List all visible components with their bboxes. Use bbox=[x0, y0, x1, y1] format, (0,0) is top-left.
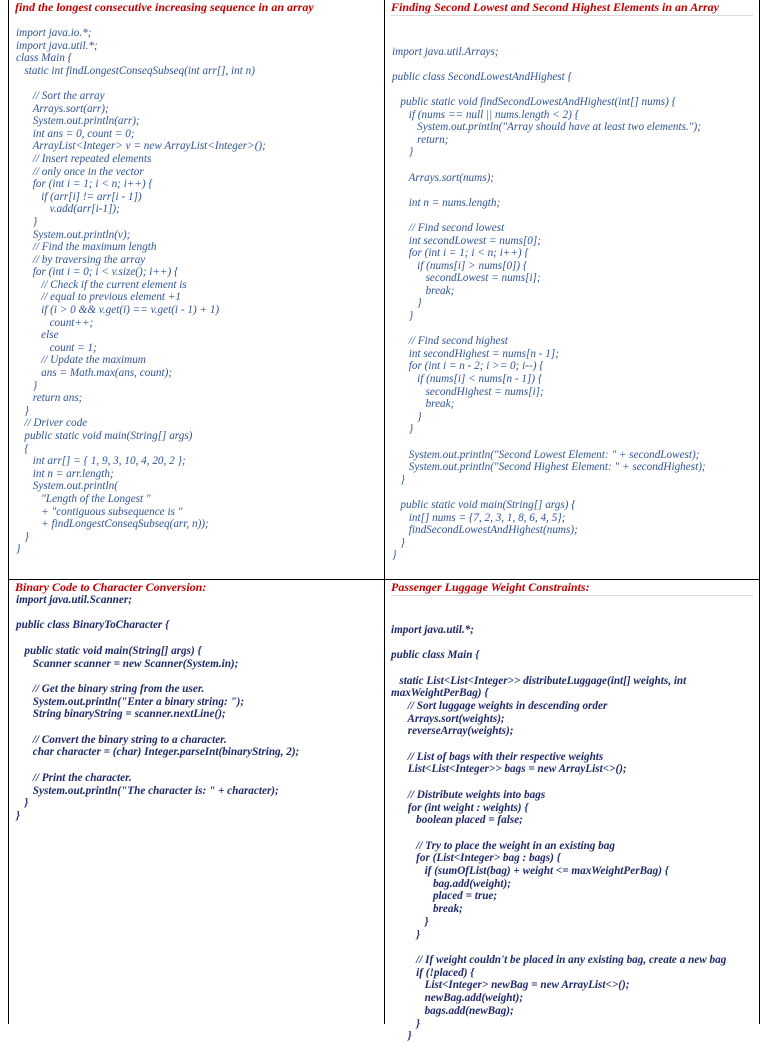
panel-title: Passenger Luggage Weight Constraints: bbox=[391, 581, 753, 596]
code-block: import java.util.Arrays; public class SecondLowestAndHighest { public static void findSecondLowestAndHighest(int[] nums) { if (nums == null || nums.length < 2) { System.out.println("Array should have at least two elements."); return; } Arrays.sort(nums); int n = nums.length; // Find second lowest int secondLowest = nums[0]; for (int i = 1; i < n; i++) { if (nums[i] > nums[0]) { secondLowest = nums[i]; break; } } // Find second highest int secondHighest = nums[n - 1]; for (int i = n - 2; i >= 0; i--) { if (nums[i] < nums[n - 1]) { secondHighest = nums[i]; break; } } System.out.println("Second Lowest Element: " + secondLowest); System.out.println("Second Highest Element: " + secondHighest); } public static void main(String[] args) { int[] nums = {7, 2, 3, 1, 8, 6, 4, 5}; findSecondLowestAndHighest(nums); } } bbox=[392, 45, 706, 562]
code-block: import java.util.*; public class Main { static List<List<Integer>> distributeLuggage(int[] weights, int maxWeightPerBag) { // Sort luggage weights in descending order Arrays.sort(weights); reverseArray(weights); // List of bags with their respective weights List<List<Integer>> bags = new ArrayList<>(); // Distribute weights into bags for (int weight : weights) { boolean placed = false; // Try to place the weight in an existing bag for (List<Integer> bag : bags) { if (sumOfList(bag) + weight <= maxWeightPerBag) { bag.add(weight); placed = true; break; } } // If weight couldn't be placed in any existing bag, create a new bag if (!placed) { List<Integer> newBag = new ArrayList<>(); newBag.add(weight); bags.add(newBag); } } bbox=[391, 623, 727, 1043]
code-block: import java.io.*; import java.util.*; class Main { static int findLongestConseqSubseq(int arr[], int n) // Sort the array Arrays.sort(arr); System.out.println(arr); int ans = 0, count = 0; ArrayList<Integer> v = new ArrayList<Integer>(); // Insert repeated elements // only once in the vector for (int i = 1; i < n; i++) { if (arr[i] != arr[i - 1]) v.add(arr[i-1]); } System.out.println(v); // Find the maximum length // by traversing the array for (int i = 0; i < v.size(); i++) { // Check if the current element is // equal to previous element +1 if (i > 0 && v.get(i) == v.get(i - 1) + 1) count++; else count = 1; // Update the maximum ans = Math.max(ans, count); } return ans; } // Driver code public static void main(String[] args) { int arr[] = { 1, 9, 3, 10, 4, 20, 2 }; int n = arr.length; System.out.println( "Length of the Longest " + "contiguous subsequence is " + findLongestConseqSubseq(arr, n)); } } bbox=[16, 27, 266, 556]
panel-luggage-weight-constraints bbox=[384, 579, 760, 1043]
panel-title: Finding Second Lowest and Second Highest Elements in an Array bbox=[391, 1, 753, 16]
panel-title: Binary Code to Character Conversion: bbox=[15, 580, 207, 594]
panel-title: find the longest consecutive increasing sequence in an array bbox=[15, 0, 314, 14]
panel-second-lowest-highest bbox=[384, 0, 760, 580]
panel-longest-consecutive-sequence bbox=[8, 0, 385, 580]
panel-binary-to-character bbox=[8, 579, 385, 1024]
code-block: import java.util.Scanner; public class BinaryToCharacter { public static void main(String[] args) { Scanner scanner = new Scanner(System.in); // Get the binary string from the user. System.out.println("Enter a binary string: "); String binaryString = scanner.nextLine(); // Convert the binary string to a character. char character = (char) Integer.parseInt(binaryString, 2); // Print the character. System.out.println("The character is: " + character); } } bbox=[16, 594, 300, 822]
